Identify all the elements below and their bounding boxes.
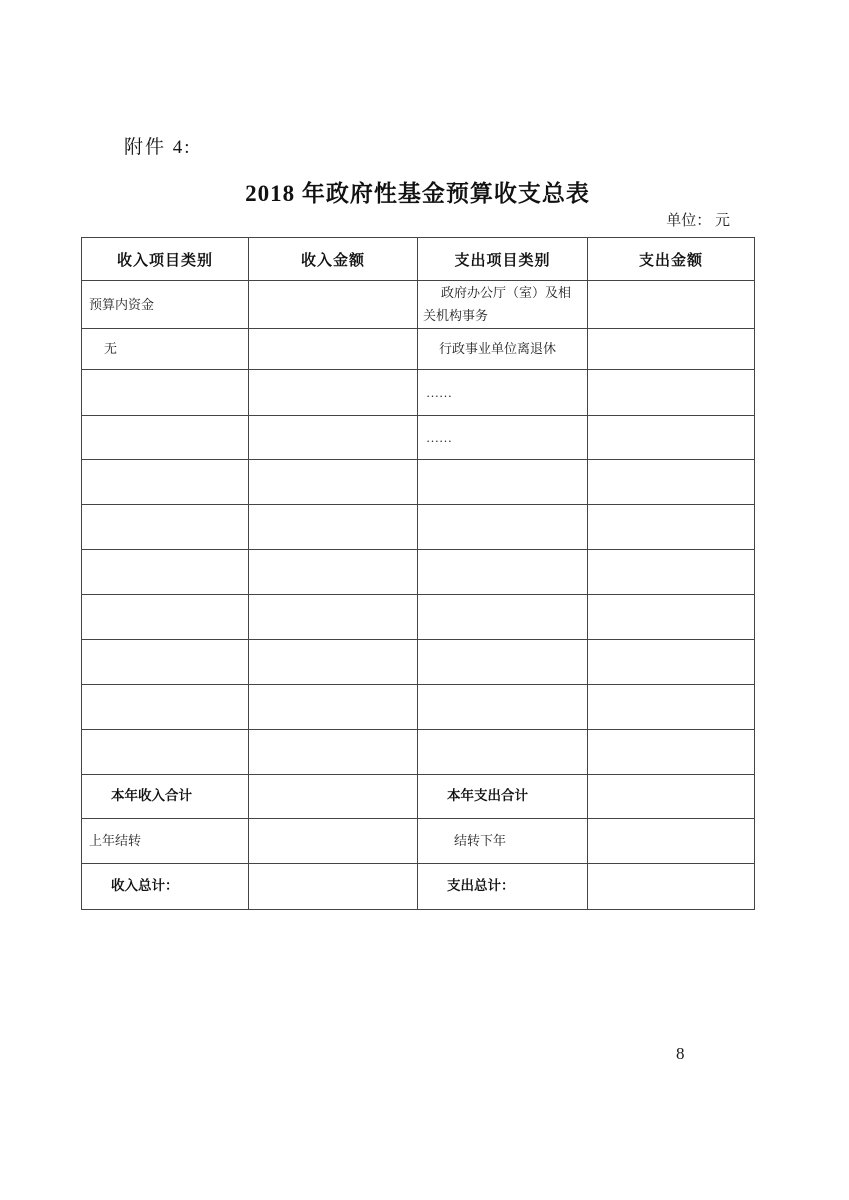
table-row (82, 685, 755, 730)
table-cell (588, 685, 755, 730)
budget-table-body (82, 281, 755, 910)
table-cell (588, 595, 755, 640)
table-header-row (82, 238, 755, 281)
table-row (82, 775, 755, 819)
table-cell: 本年支出合计 (418, 775, 588, 819)
table-cell (249, 550, 418, 595)
table-cell (82, 416, 249, 460)
table-cell: 收入总计： (82, 864, 249, 910)
table-cell (82, 595, 249, 640)
table-cell (249, 819, 418, 864)
budget-table (81, 237, 755, 910)
table-cell: …… (418, 416, 588, 460)
table-cell: 预算内资金 (82, 281, 249, 329)
table-cell (82, 505, 249, 550)
table-cell (418, 640, 588, 685)
table-row (82, 864, 755, 910)
table-cell (249, 730, 418, 775)
table-cell (588, 550, 755, 595)
table-row (82, 460, 755, 505)
table-row (82, 730, 755, 775)
table-cell (418, 505, 588, 550)
table-cell (249, 640, 418, 685)
table-cell (418, 685, 588, 730)
table-row (82, 640, 755, 685)
table-row (82, 595, 755, 640)
table-row (82, 281, 755, 329)
table-cell (588, 370, 755, 416)
table-cell (588, 460, 755, 505)
table-cell (588, 329, 755, 370)
table-cell (588, 416, 755, 460)
column-header-income-amount: 收入金额 (249, 238, 418, 281)
table-cell: 上年结转 (82, 819, 249, 864)
column-header-income-category: 收入项目类别 (82, 238, 249, 281)
table-cell (249, 595, 418, 640)
unit-label: 单位： 元 (666, 213, 730, 229)
table-cell: 行政事业单位离退休 (418, 329, 588, 370)
table-cell (588, 505, 755, 550)
table-cell (249, 370, 418, 416)
table-cell: …… (418, 370, 588, 416)
page-number: 8 (676, 1044, 685, 1063)
table-cell (249, 864, 418, 910)
table-cell (249, 329, 418, 370)
table-row (82, 550, 755, 595)
table-cell (588, 281, 755, 329)
table-cell (588, 864, 755, 910)
table-cell (249, 416, 418, 460)
table-cell (82, 640, 249, 685)
table-cell (82, 460, 249, 505)
table-cell (82, 685, 249, 730)
table-cell (82, 550, 249, 595)
table-row (82, 819, 755, 864)
table-cell: 支出总计： (418, 864, 588, 910)
table-cell (249, 460, 418, 505)
table-cell (418, 460, 588, 505)
table-cell (249, 281, 418, 329)
table-cell (82, 370, 249, 416)
column-header-expense-category: 支出项目类别 (418, 238, 588, 281)
table-cell: 结转下年 (418, 819, 588, 864)
table-cell (418, 730, 588, 775)
table-cell: 本年收入合计 (82, 775, 249, 819)
table-row (82, 329, 755, 370)
table-cell (249, 685, 418, 730)
table-row (82, 505, 755, 550)
table-cell: 政府办公厅（室）及相关机构事务 (418, 281, 588, 329)
table-cell (249, 505, 418, 550)
table-cell (588, 640, 755, 685)
table-cell (588, 819, 755, 864)
table-cell (82, 730, 249, 775)
table-cell (418, 595, 588, 640)
table-cell: 无 (82, 329, 249, 370)
table-row (82, 370, 755, 416)
table-cell (418, 550, 588, 595)
table-cell (249, 775, 418, 819)
table-cell (588, 775, 755, 819)
attachment-label: 附件 4: (124, 137, 192, 158)
document-title: 2018 年政府性基金预算收支总表 (245, 181, 590, 206)
column-header-expense-amount: 支出金额 (588, 238, 755, 281)
table-row (82, 416, 755, 460)
table-cell (588, 730, 755, 775)
